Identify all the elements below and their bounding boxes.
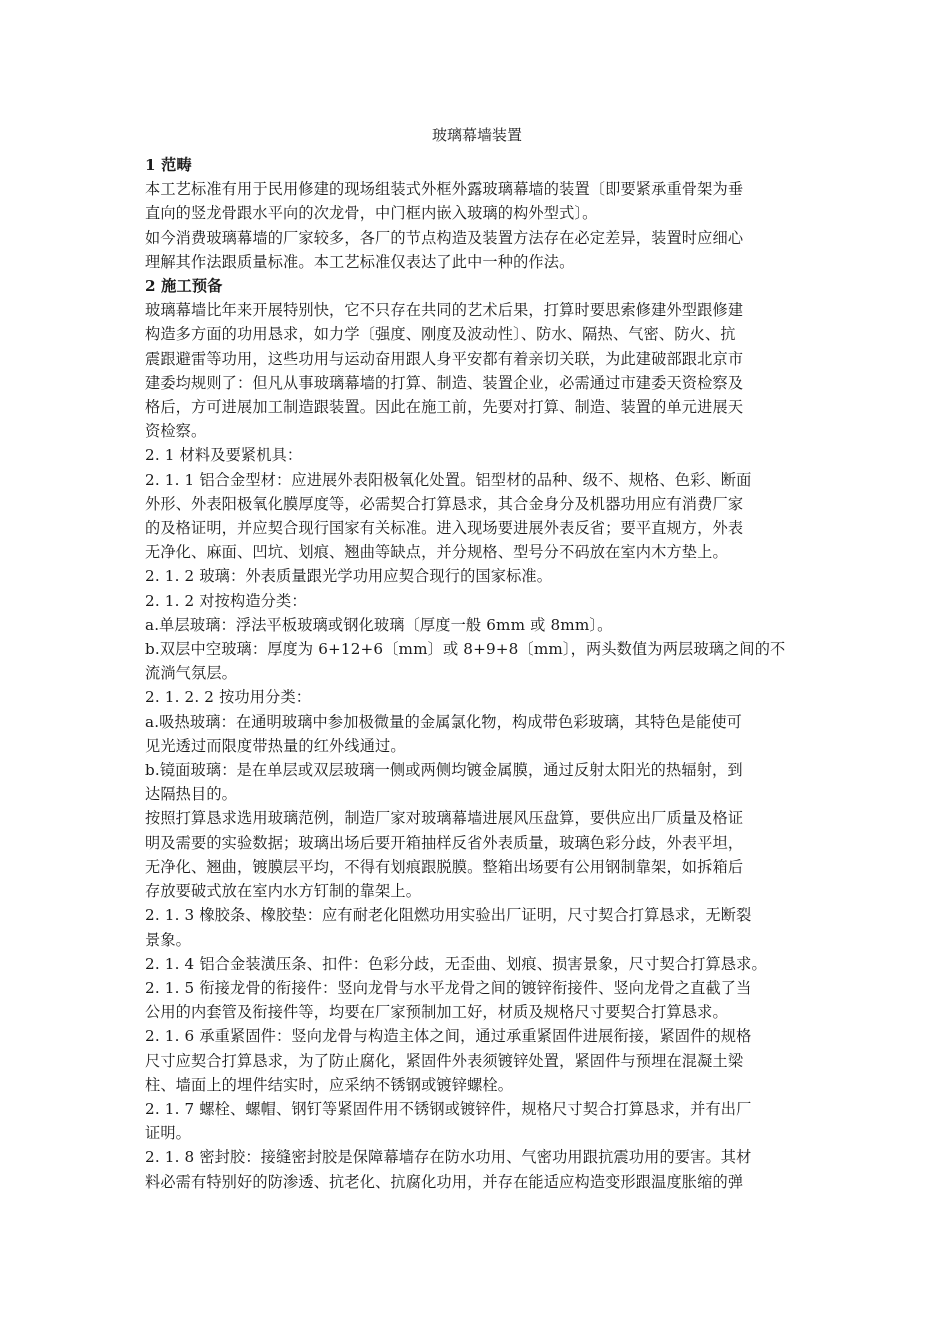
- text-line: 建委均规则了：但凡从事玻璃幕墙的打算、制造、装置企业，必需通过市建委天资检察及: [145, 373, 744, 392]
- text-line: 见光透过而限度带热量的红外线通过。: [145, 736, 406, 755]
- text-line: 外形、外表阳极氧化膜厚度等，必需契合打算恳求，其合金身分及机器功用应有消费厂家: [145, 494, 744, 513]
- text-line: 资检察。: [145, 422, 207, 441]
- text-line: 公用的内套管及衔接件等，均要在厂家预制加工好，材质及规格尺寸要契合打算恳求。: [145, 1003, 728, 1022]
- text-line: b.双层中空玻璃：厚度为 6+12+6〔mm〕或 8+9+8〔mm〕，两头数值为两层玻璃之间的不: [145, 640, 786, 659]
- text-line: 按照打算恳求选用玻璃范例，制造厂家对玻璃幕墙进展风压盘算，要供应出厂质量及格证: [145, 809, 744, 828]
- text-line: 2. 1 材料及要紧机具：: [145, 446, 303, 465]
- text-line: 达隔热目的。: [145, 785, 238, 804]
- text-line: 2. 1. 8 密封胶：接缝密封胶是保障幕墙存在防水功用、气密功用跟抗震功用的要害。其材: [145, 1148, 752, 1167]
- text-line: 直向的竖龙骨跟水平向的次龙骨，中门框内嵌入玻璃的构外型式〕。: [145, 204, 598, 223]
- text-line: 本工艺标准有用于民用修建的现场组装式外框外露玻璃幕墙的装置〔即要紧承重骨架为垂: [145, 180, 744, 199]
- text-line: 构造多方面的功用恳求，如力学〔强度、刚度及波动性〕、防水、隔热、气密、防火、抗: [145, 325, 736, 344]
- text-line: 震跟避雷等功用，这些功用与运动奋用跟人身平安都有着亲切关联，为此建破部跟北京市: [145, 349, 744, 368]
- text-line: 的及格证明，并应契合现行国家有关标准。进入现场要进展外表反省；要平直规方，外表: [145, 519, 744, 538]
- text-line: 存放要破式放在室内水方钉制的靠架上。: [145, 882, 422, 901]
- text-line: 玻璃幕墙比年来开展特别快，它不只存在共同的艺术后果，打算时要思索修建外型跟修建: [145, 301, 744, 320]
- text-line: a.单层玻璃：浮法平板玻璃或钢化玻璃〔厚度一般 6mm 或 8mm〕。: [145, 615, 613, 634]
- text-line: 料必需有特别好的防渗透、抗老化、抗腐化功用，并存在能适应构造变形跟温度胀缩的弹: [145, 1172, 744, 1191]
- document-text: [145, 153, 809, 1194]
- text-line: 2. 1. 3 橡胶条、橡胶垫：应有耐老化阻燃功用实验出厂证明，尺寸契合打算恳求，无断裂: [145, 906, 752, 925]
- text-line: 尺寸应契合打算恳求，为了防止腐化，紧固件外表须镀锌处置，紧固件与预埋在混凝土梁: [145, 1051, 744, 1070]
- text-line: 2. 1. 7 螺栓、螺帽、钢钉等紧固件用不锈钢或镀锌件，规格尺寸契合打算恳求，并有出厂: [145, 1099, 752, 1118]
- section-heading: 2 施工预备: [145, 277, 223, 296]
- text-line: 2. 1. 2 玻璃：外表质量跟光学功用应契合现行的国家标准。: [145, 567, 553, 586]
- text-line: 理解其作法跟质量标准。本工艺标准仅表达了此中一种的作法。: [145, 252, 575, 271]
- text-line: 柱、墙面上的埋件结实时，应采纳不锈钢或镀锌螺栓。: [145, 1075, 514, 1094]
- text-line: 流淌气氛层。: [145, 664, 238, 683]
- document-body: [145, 123, 809, 1194]
- section-heading: 1 范畴: [145, 156, 192, 174]
- text-line: 2. 1. 5 衔接龙骨的衔接件：竖向龙骨与水平龙骨之间的镀锌衔接件、竖向龙骨之直截了当: [145, 978, 752, 997]
- text-line: 明及需要的实验数据；玻璃出场后要开箱抽样反省外表质量，玻璃色彩分歧，外表平坦，: [145, 833, 744, 852]
- document-title: 玻璃幕墙装置: [431, 126, 522, 144]
- text-line: b.镜面玻璃：是在单层或双层玻璃一侧或两侧均镀金属膜，通过反射太阳光的热辐射，到: [145, 761, 743, 780]
- text-line: 2. 1. 6 承重紧固件：竖向龙骨与构造主体之间，通过承重紧固件进展衔接，紧固件的规格: [145, 1027, 752, 1046]
- text-line: 证明。: [145, 1124, 192, 1143]
- text-line: 无净化、麻面、凹坑、划痕、翘曲等缺点，并分规格、型号分不码放在室内木方垫上。: [145, 543, 728, 562]
- text-line: 如今消费玻璃幕墙的厂家较多，各厂的节点构造及装置方法存在必定差异，装置时应细心: [145, 228, 744, 247]
- text-line: 2. 1. 1 铝合金型材：应进展外表阳极氧化处置。铝型材的品种、级不、规格、色彩、断面: [145, 470, 752, 489]
- text-line: 2. 1. 2. 2 按功用分类：: [145, 688, 312, 707]
- text-line: 格后，方可进展加工制造跟装置。因此在施工前，先要对打算、制造、装置的单元进展天: [145, 398, 744, 417]
- text-line: 无净化、翘曲，镀膜层平均，不得有划痕跟脱膜。整箱出场要有公用钢制靠架，如拆箱后: [145, 857, 744, 876]
- text-line: 2. 1. 4 铝合金装潢压条、扣件：色彩分歧，无歪曲、划痕、损害景象，尺寸契合打算恳求。: [145, 954, 767, 973]
- text-line: a.吸热玻璃：在通明玻璃中参加极微量的金属氯化物，构成带色彩玻璃，其特色是能使可: [145, 712, 743, 731]
- text-line: 景象。: [145, 930, 192, 949]
- text-line: 2. 1. 2 对按构造分类：: [145, 591, 307, 610]
